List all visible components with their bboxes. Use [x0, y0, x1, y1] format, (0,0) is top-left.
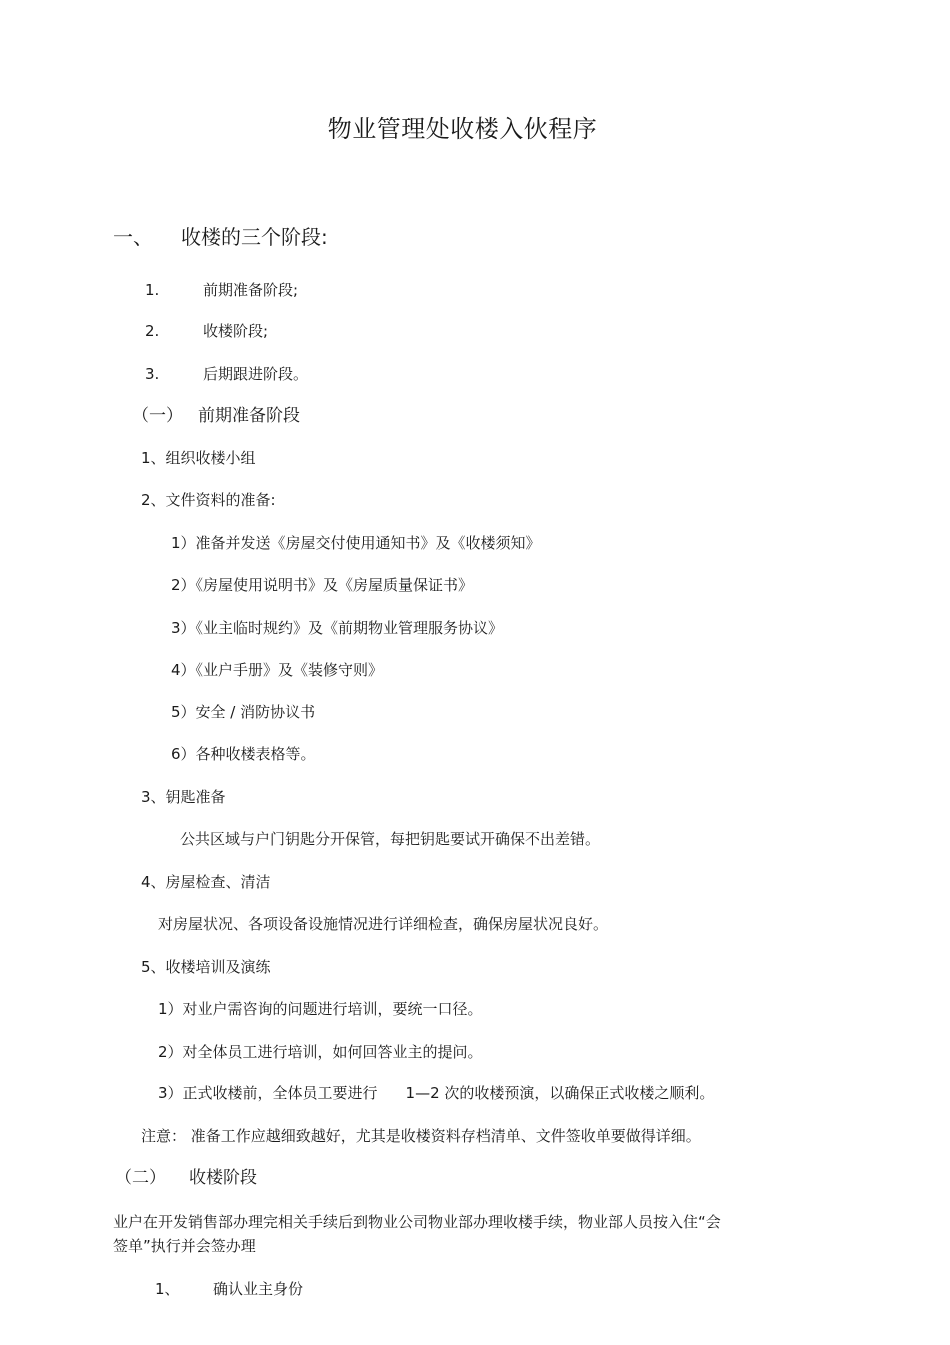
list-item: 3、钥匙准备 — [141, 788, 226, 806]
document-item: 5）安全 / 消防协议书 — [171, 703, 316, 721]
list-item: 4、房屋检查、清洁 — [141, 873, 271, 891]
list-item: 5、收楼培训及演练 — [141, 958, 271, 976]
stage-text: 后期跟进阶段。 — [203, 365, 309, 383]
section-number: 一、 — [113, 225, 153, 249]
stage-text: 收楼阶段; — [203, 322, 269, 340]
training-text-a: 3）正式收楼前，全体员工要进行 — [158, 1084, 378, 1102]
item-text: 确认业主身份 — [213, 1280, 304, 1298]
document-item: 6）各种收楼表格等。 — [171, 745, 316, 763]
page-title: 物业管理处收楼入伙程序 — [327, 115, 598, 143]
paragraph: 对房屋状况、各项设备设施情况进行详细检查，确保房屋状况良好。 — [158, 915, 609, 933]
paragraph: 公共区域与户门钥匙分开保管，每把钥匙要试开确保不出差错。 — [180, 830, 601, 848]
subsection-number: （二） — [115, 1168, 166, 1188]
item-number: 1、 — [155, 1280, 180, 1298]
document-item: 1）准备并发送《房屋交付使用通知书》及《收楼须知》 — [171, 534, 541, 552]
training-text-b: 1—2 次的收楼预演，以确保正式收楼之顺利。 — [405, 1084, 715, 1102]
paragraph: 签单”执行并会签办理 — [113, 1237, 256, 1255]
stage-item — [145, 364, 308, 384]
section-heading — [113, 224, 328, 250]
training-item — [158, 1083, 714, 1103]
list-item: 1、组织收楼小组 — [141, 449, 256, 467]
document-item: 4）《业户手册》及《装修守则》 — [171, 661, 384, 679]
list-item — [155, 1279, 303, 1299]
training-item: 1）对业户需咨询的问题进行培训，要统一口径。 — [158, 1000, 483, 1018]
stage-item — [145, 321, 268, 341]
stage-item — [145, 280, 298, 300]
stage-number: 3. — [145, 365, 160, 383]
document-item: 2）《房屋使用说明书》及《房屋质量保证书》 — [171, 576, 474, 594]
paragraph: 业户在开发销售部办理完相关手续后到物业公司物业部办理收楼手续，物业部人员按入住“会 — [113, 1213, 721, 1231]
stage-text: 前期准备阶段; — [203, 281, 299, 299]
list-item: 2、文件资料的准备: — [141, 491, 276, 509]
subsection-heading — [115, 1167, 257, 1189]
stage-number: 1. — [145, 281, 160, 299]
subsection-title: 收楼阶段 — [189, 1168, 257, 1188]
section-title: 收楼的三个阶段: — [181, 225, 328, 249]
subsection-title: 前期准备阶段 — [198, 406, 300, 426]
note: 注意： 准备工作应越细致越好，尤其是收楼资料存档清单、文件签收单要做得详细。 — [141, 1127, 701, 1145]
document-item: 3）《业主临时规约》及《前期物业管理服务协议》 — [171, 619, 504, 637]
training-item: 2）对全体员工进行培训，如何回答业主的提问。 — [158, 1043, 483, 1061]
subsection-heading — [132, 405, 300, 427]
stage-number: 2. — [145, 322, 160, 340]
subsection-number: （一） — [132, 406, 183, 426]
